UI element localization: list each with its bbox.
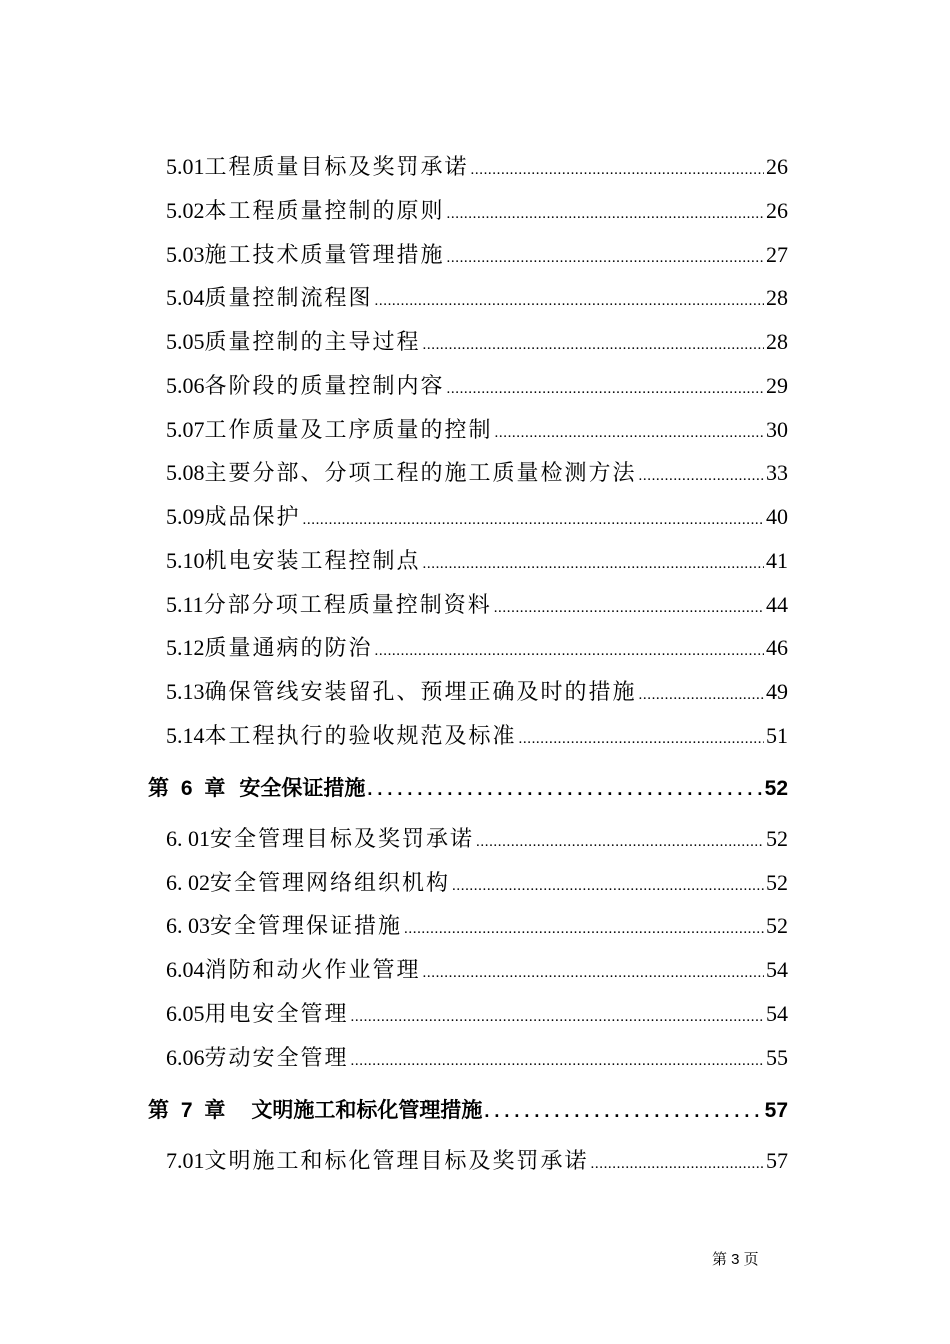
- entry-title: 施工技术质量管理措施: [204, 242, 445, 267]
- chapter-number: 第 6 章: [148, 777, 226, 800]
- entry-title: 本工程质量控制的原则: [204, 198, 445, 223]
- entry-page-number: 28: [766, 329, 788, 354]
- entry-page-number: 29: [766, 373, 788, 398]
- toc-entry-5-01[interactable]: [166, 150, 788, 181]
- entry-number: 5.05: [166, 329, 205, 354]
- entry-title: 文明施工和标化管理目标及奖罚承诺: [204, 1148, 589, 1173]
- entry-number: 5.12: [166, 635, 205, 660]
- page-footer-number: 第 3 页: [712, 1251, 759, 1268]
- entry-page-number: 52: [766, 826, 788, 851]
- toc-entry-5-07[interactable]: [166, 413, 788, 444]
- chapter-page-number: 57: [764, 1099, 788, 1122]
- toc-entry-5-09[interactable]: [166, 500, 788, 531]
- entry-page-number: 54: [766, 1001, 788, 1026]
- dot-leader: [423, 337, 764, 354]
- entry-number: 5.06: [166, 373, 205, 398]
- dot-leader: [303, 512, 764, 529]
- entry-title: 安全管理目标及奖罚承诺: [210, 826, 475, 851]
- entry-title: 用电安全管理: [204, 1001, 349, 1026]
- toc-entry-5-13[interactable]: [166, 675, 788, 706]
- entry-number: 5.04: [166, 285, 205, 310]
- entry-number: 5.11: [166, 592, 204, 617]
- toc-chapter-6[interactable]: [148, 772, 788, 802]
- dot-leader: [423, 965, 764, 982]
- entry-page-number: 54: [766, 957, 788, 982]
- entry-title: 安全管理保证措施: [210, 913, 403, 938]
- entry-page-number: 46: [766, 635, 788, 660]
- entry-number: 6. 02: [166, 870, 210, 895]
- toc-entry-6-04[interactable]: [166, 953, 788, 984]
- entry-page-number: 26: [766, 154, 788, 179]
- dot-leader: [476, 834, 764, 851]
- entry-number: 5.07: [166, 417, 205, 442]
- entry-number: 5.09: [166, 504, 205, 529]
- entry-title: 消防和动火作业管理: [204, 957, 421, 982]
- entry-number: 7.01: [166, 1148, 205, 1173]
- entry-title: 分部分项工程质量控制资料: [203, 592, 492, 617]
- entry-number: 5.13: [166, 679, 205, 704]
- entry-number: 5.02: [166, 198, 205, 223]
- entry-number: 5.08: [166, 460, 205, 485]
- dot-leader: [639, 468, 764, 485]
- dot-leader: [351, 1053, 764, 1070]
- toc-entry-6-03[interactable]: [166, 909, 788, 940]
- entry-title: 质量通病的防治: [204, 635, 373, 660]
- toc-entry-6-01[interactable]: [166, 822, 788, 853]
- dot-leader: [639, 687, 764, 704]
- dot-leader: [519, 731, 764, 748]
- toc-entry-5-14[interactable]: [166, 719, 788, 750]
- entry-number: 5.01: [166, 154, 205, 179]
- dot-leader: [423, 556, 764, 573]
- dot-leader: [375, 293, 764, 310]
- chapter-number: 第 7 章: [148, 1099, 226, 1122]
- toc-entry-5-02[interactable]: [166, 194, 788, 225]
- dot-leader: [591, 1156, 764, 1173]
- toc-entry-7-01[interactable]: [166, 1144, 788, 1175]
- toc-entry-5-03[interactable]: [166, 238, 788, 269]
- toc-entry-5-10[interactable]: [166, 544, 788, 575]
- entry-title: 安全管理网络组织机构: [210, 870, 451, 895]
- toc-entry-6-02[interactable]: [166, 866, 788, 897]
- dot-leader: [447, 381, 764, 398]
- entry-page-number: 33: [766, 460, 788, 485]
- entry-page-number: 57: [766, 1148, 788, 1173]
- entry-title: 工作质量及工序质量的控制: [204, 417, 493, 442]
- toc-entry-5-04[interactable]: [166, 281, 788, 312]
- toc-entry-5-06[interactable]: [166, 369, 788, 400]
- toc-entry-6-06[interactable]: [166, 1041, 788, 1072]
- dot-leader: [494, 600, 764, 617]
- entry-number: 6. 03: [166, 913, 210, 938]
- dot-leader: [447, 250, 764, 267]
- chapter-page-number: 52: [764, 777, 788, 800]
- entry-title: 机电安装工程控制点: [204, 548, 421, 573]
- dot-leader: [375, 643, 764, 660]
- toc-entry-5-11[interactable]: [166, 588, 788, 619]
- entry-number: 6.04: [166, 957, 205, 982]
- dot-leader: [471, 162, 764, 179]
- entry-page-number: 51: [766, 723, 788, 748]
- toc-entry-6-05[interactable]: [166, 997, 788, 1028]
- entry-title: 确保管线安装留孔、预埋正确及时的措施: [204, 679, 637, 704]
- entry-title: 成品保护: [204, 504, 301, 529]
- entry-title: 质量控制流程图: [204, 285, 373, 310]
- entry-number: 6.05: [166, 1001, 205, 1026]
- entry-title: 各阶段的质量控制内容: [204, 373, 445, 398]
- entry-page-number: 41: [766, 548, 788, 573]
- dot-leader: [484, 1101, 762, 1122]
- entry-title: 劳动安全管理: [204, 1045, 349, 1070]
- entry-page-number: 52: [766, 913, 788, 938]
- entry-page-number: 55: [766, 1045, 788, 1070]
- entry-number: 5.03: [166, 242, 205, 267]
- chapter-title: 文明施工和标化管理措施: [251, 1099, 483, 1122]
- entry-page-number: 49: [766, 679, 788, 704]
- dot-leader: [404, 921, 764, 938]
- entry-page-number: 52: [766, 870, 788, 895]
- entry-title: 主要分部、分项工程的施工质量检测方法: [204, 460, 637, 485]
- toc-entry-5-05[interactable]: [166, 325, 788, 356]
- dot-leader: [367, 779, 762, 800]
- dot-leader: [452, 878, 764, 895]
- entry-number: 5.10: [166, 548, 205, 573]
- entry-number: 6.06: [166, 1045, 205, 1070]
- toc-entry-5-12[interactable]: [166, 631, 788, 662]
- entry-number: 5.14: [166, 723, 205, 748]
- dot-leader: [447, 206, 764, 223]
- entry-title: 质量控制的主导过程: [204, 329, 421, 354]
- entry-page-number: 40: [766, 504, 788, 529]
- entry-page-number: 26: [766, 198, 788, 223]
- entry-page-number: 44: [766, 592, 788, 617]
- dot-leader: [351, 1009, 764, 1026]
- toc-chapter-7[interactable]: [148, 1094, 788, 1124]
- toc-entry-5-08[interactable]: [166, 456, 788, 487]
- entry-page-number: 27: [766, 242, 788, 267]
- chapter-title: 安全保证措施: [239, 777, 366, 800]
- dot-leader: [495, 425, 764, 442]
- entry-page-number: 30: [766, 417, 788, 442]
- entry-title: 工程质量目标及奖罚承诺: [204, 154, 469, 179]
- entry-page-number: 28: [766, 285, 788, 310]
- entry-number: 6. 01: [166, 826, 210, 851]
- entry-title: 本工程执行的验收规范及标准: [204, 723, 517, 748]
